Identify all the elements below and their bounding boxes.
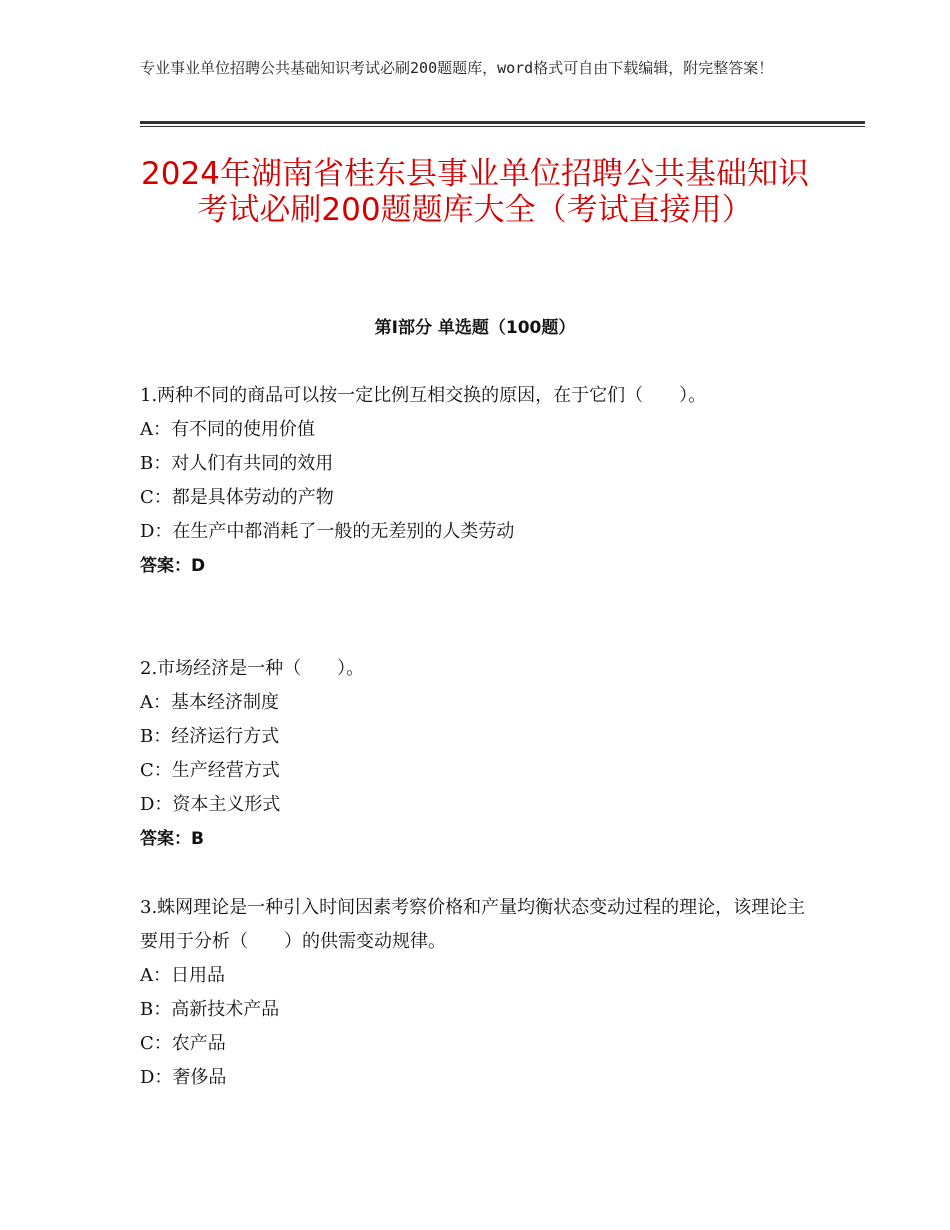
question-3 <box>140 891 820 1095</box>
document-title: 2024年湖南省桂东县事业单位招聘公共基础知识考试必刷200题题库大全（考试直接用） <box>141 156 809 228</box>
header-divider-thick <box>140 121 865 124</box>
option-d: D：奢侈品 <box>140 1067 227 1088</box>
option-c: C：都是具体劳动的产物 <box>140 487 334 508</box>
option-a: A：基本经济制度 <box>140 692 279 713</box>
option-b: B：经济运行方式 <box>140 726 280 747</box>
question-stem: 2.市场经济是一种（ ）。 <box>140 658 365 679</box>
question-stem: 3.蛛网理论是一种引入时间因素考察价格和产量均衡状态变动过程的理论，该理论主要用于分析（ ）的供需变动规律。 <box>140 897 806 952</box>
answer: 答案：D <box>140 556 206 576</box>
header-divider-thin <box>140 126 865 127</box>
option-a: A：日用品 <box>140 965 225 986</box>
header-note: 专业事业单位招聘公共基础知识考试必刷200题题库，word格式可自由下载编辑，附完整答案！ <box>140 59 774 77</box>
option-b: B：对人们有共同的效用 <box>140 453 334 474</box>
option-a: A：有不同的使用价值 <box>140 419 315 440</box>
option-d: D：资本主义形式 <box>140 794 281 815</box>
question-stem: 1.两种不同的商品可以按一定比例互相交换的原因，在于它们（ ）。 <box>140 385 707 406</box>
question-2 <box>140 652 820 856</box>
option-c: C：农产品 <box>140 1033 226 1054</box>
option-b: B：高新技术产品 <box>140 999 280 1020</box>
section-heading: 第Ⅰ部分 单选题（100题） <box>374 318 576 338</box>
question-1 <box>140 379 820 583</box>
option-d: D：在生产中都消耗了一般的无差别的人类劳动 <box>140 521 515 542</box>
answer: 答案：B <box>140 829 204 849</box>
option-c: C：生产经营方式 <box>140 760 280 781</box>
